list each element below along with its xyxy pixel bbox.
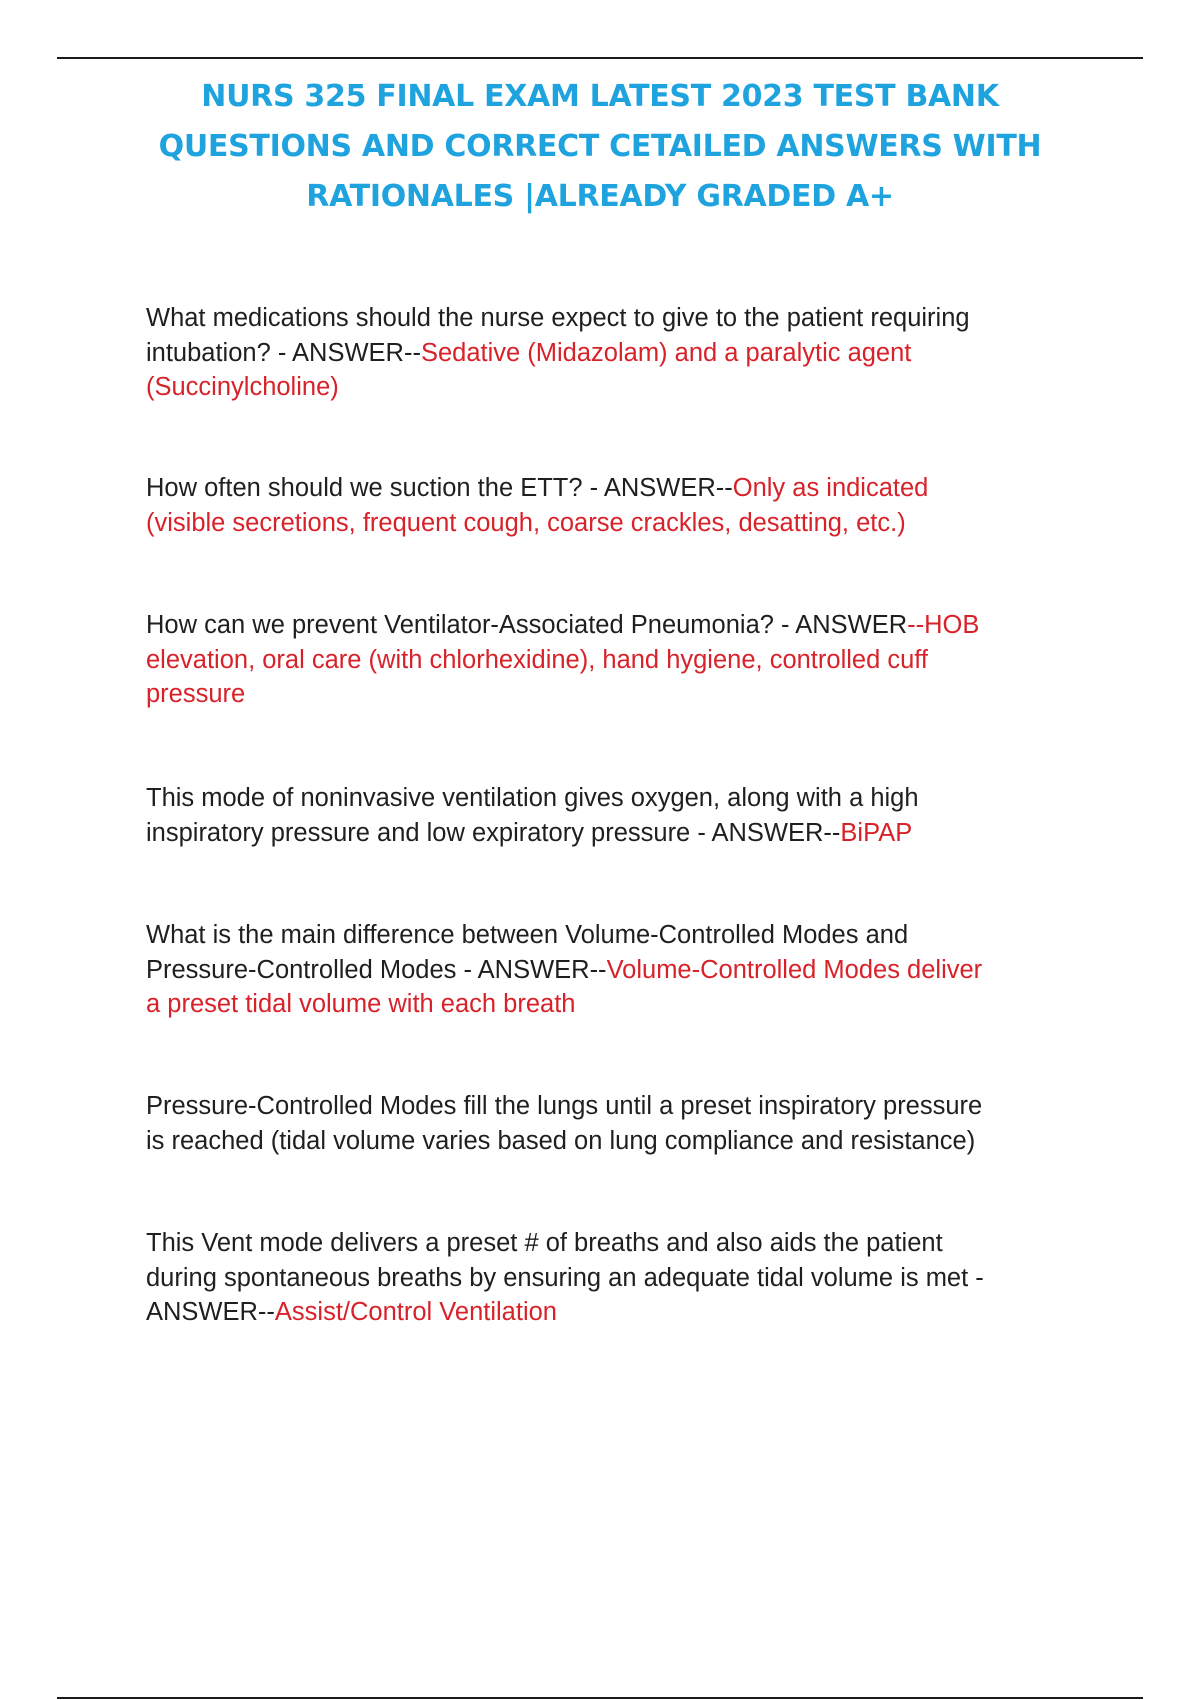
title-line-3: RATIONALES |ALREADY GRADED A+ (306, 179, 894, 214)
qa-item-4 (146, 781, 1086, 850)
qa-item-6 (146, 1089, 1086, 1158)
question-text: How can we prevent Ventilator-Associated Pneumonia? - ANSWER (146, 611, 908, 639)
answer-text: Only as indicated (732, 474, 929, 502)
answer-text: --HOB (907, 611, 980, 639)
answer-text: a preset tidal volume with each breath (146, 990, 576, 1018)
question-text: Pressure-Controlled Modes - (146, 955, 478, 984)
answer-text: pressure (146, 680, 246, 708)
question-text: How often should we suction the ETT? - (146, 474, 604, 502)
qa-item-1 (146, 301, 1086, 405)
question-text: What medications should the nurse expect to give to the patient requiring (146, 304, 970, 332)
qa-item-2 (146, 471, 1086, 540)
question-text: inspiratory pressure and low expiratory pressure - (146, 818, 712, 847)
answer-text: BiPAP (840, 818, 913, 847)
answer-text: (Succinylcholine) (146, 373, 339, 401)
qa-item-3 (146, 608, 1086, 712)
answer-marker: ANSWER-- (711, 818, 841, 847)
question-text: What is the main difference between Volume-Controlled Modes and (146, 921, 909, 949)
answer-text: Volume-Controlled Modes deliver (606, 955, 983, 984)
qa-item-5 (146, 918, 1086, 1022)
answer-marker: ANSWER-- (603, 474, 733, 502)
top-rule (57, 57, 1143, 59)
qa-item-7 (146, 1226, 1086, 1330)
body-text: Pressure-Controlled Modes fill the lungs until a preset inspiratory pressure (146, 1092, 983, 1120)
document-title (100, 72, 1100, 222)
question-text: This mode of noninvasive ventilation gives oxygen, along with a high (146, 784, 919, 812)
answer-marker: ANSWER-- (146, 1298, 275, 1326)
title-line-1: NURS 325 FINAL EXAM LATEST 2023 TEST BANK (201, 79, 999, 114)
question-text: This Vent mode delivers a preset # of breaths and also aids the patient (146, 1229, 943, 1257)
question-text: intubation? - (146, 338, 293, 367)
bottom-rule (57, 1697, 1143, 1699)
answer-marker: ANSWER-- (477, 955, 607, 984)
answer-text: (visible secretions, frequent cough, coarse crackles, desatting, etc.) (146, 508, 906, 537)
answer-text: elevation, oral care (with chlorhexidine), hand hygiene, controlled cuff (146, 645, 928, 674)
answer-marker: ANSWER-- (292, 338, 421, 367)
answer-text: Sedative (Midazolam) and a paralytic agent (420, 338, 912, 367)
question-text: during spontaneous breaths by ensuring an adequate tidal volume is met - (146, 1263, 984, 1292)
title-line-2: QUESTIONS AND CORRECT CETAILED ANSWERS WITH (158, 129, 1042, 164)
answer-text: Assist/Control Ventilation (274, 1298, 557, 1326)
body-text: is reached (tidal volume varies based on lung compliance and resistance) (146, 1126, 976, 1155)
